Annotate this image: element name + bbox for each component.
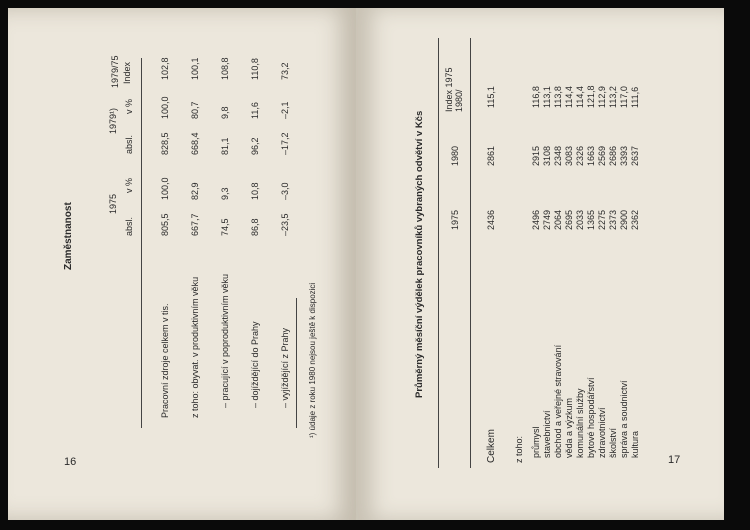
row-label: kultura bbox=[630, 430, 640, 458]
row-value: 2496 bbox=[531, 209, 541, 230]
footnote-divider bbox=[296, 298, 297, 428]
row-value: 828,5 bbox=[160, 132, 170, 155]
row-value: 2749 bbox=[542, 209, 552, 230]
row-value: 9,3 bbox=[220, 187, 230, 200]
row-value: 121,8 bbox=[586, 85, 596, 108]
row-value: 2695 bbox=[564, 209, 574, 230]
row-value: 111,6 bbox=[630, 86, 640, 108]
row-value: 9,8 bbox=[220, 106, 230, 119]
header-1980: 1980 bbox=[450, 145, 460, 166]
header-1975: 1975 bbox=[450, 209, 460, 230]
row-value: –3,0 bbox=[280, 182, 290, 200]
row-label: průmysl bbox=[531, 426, 541, 458]
row-value: 100,0 bbox=[160, 96, 170, 119]
row-value: 86,8 bbox=[250, 218, 260, 236]
row-value: 2373 bbox=[608, 209, 618, 230]
row-value: 3083 bbox=[564, 145, 574, 166]
row-value: 2915 bbox=[531, 145, 541, 166]
row-label: správa a soudnictví bbox=[619, 380, 629, 458]
header-pct-b: v % bbox=[124, 98, 134, 114]
row-label: komunální služby bbox=[575, 388, 585, 458]
row-value: 113,8 bbox=[553, 86, 563, 108]
row-label: stavebnictví bbox=[542, 410, 552, 458]
left-page bbox=[8, 8, 358, 520]
total-1980: 2861 bbox=[486, 145, 496, 166]
row-value: 80,7 bbox=[190, 101, 200, 119]
row-value: 2275 bbox=[597, 209, 607, 230]
total-row-label: Celkem bbox=[486, 429, 497, 463]
total-index: 115,1 bbox=[486, 86, 496, 108]
row-value: 2326 bbox=[575, 145, 585, 166]
left-page-title: Zaměstnanost bbox=[63, 202, 74, 270]
header-pct-a: v % bbox=[124, 177, 134, 193]
row-value: 74,5 bbox=[220, 218, 230, 236]
row-label: – dojíždějící do Prahy bbox=[250, 321, 260, 408]
row-value: 73,2 bbox=[280, 62, 290, 80]
row-label: bytové hospodářství bbox=[586, 377, 596, 458]
row-label: – vyjíždějící z Prahy bbox=[280, 327, 290, 408]
total-1975: 2436 bbox=[486, 209, 496, 230]
footnote: ¹) údaje z roku 1980 nejsou ještě k dispozici bbox=[308, 282, 317, 438]
row-value: 114,4 bbox=[564, 86, 574, 108]
right-page-title: Průměrný měsíční výdělek pracovníků vybraných odvětví v Kčs bbox=[414, 110, 425, 398]
row-value: 96,2 bbox=[250, 137, 260, 155]
header-index: Index 1975 1980/ bbox=[444, 67, 464, 112]
row-label: – pracující v poproduktivním věku bbox=[220, 273, 230, 408]
row-label: věda a výzkum bbox=[564, 397, 574, 458]
row-value: 668,4 bbox=[190, 132, 200, 155]
row-value: –23,5 bbox=[280, 213, 290, 236]
row-label: zdravotnictví bbox=[597, 407, 607, 458]
row-value: 100,1 bbox=[190, 57, 200, 80]
row-value: –2,1 bbox=[280, 101, 290, 119]
row-label: z toho: obyvat. v produktivním věku bbox=[190, 276, 200, 418]
row-value: 2637 bbox=[630, 145, 640, 166]
row-value: 2348 bbox=[553, 145, 563, 166]
row-value: 110,8 bbox=[250, 58, 260, 80]
row-value: 2362 bbox=[630, 209, 640, 230]
row-value: 113,2 bbox=[608, 86, 618, 108]
row-value: 82,9 bbox=[190, 182, 200, 200]
header-index-label: Index bbox=[122, 61, 132, 84]
header-1975: 1975 bbox=[108, 193, 118, 214]
row-value: 113,1 bbox=[542, 86, 552, 108]
row-value: 116,8 bbox=[531, 86, 541, 108]
row-value: 3108 bbox=[542, 145, 552, 166]
row-value: 2900 bbox=[619, 209, 629, 230]
row-value: 3393 bbox=[619, 145, 629, 166]
row-value: 11,6 bbox=[250, 102, 260, 119]
row-value: 100,0 bbox=[160, 177, 170, 200]
row-value: 1365 bbox=[586, 209, 596, 230]
header-abs-a: absl. bbox=[124, 216, 134, 236]
row-value: 102,8 bbox=[160, 57, 170, 80]
page-number-right: 17 bbox=[668, 454, 681, 466]
row-value: 2064 bbox=[553, 209, 563, 230]
row-value: 2569 bbox=[597, 145, 607, 166]
row-value: 117,0 bbox=[619, 86, 629, 108]
row-value: 10,8 bbox=[250, 182, 260, 200]
header-rule bbox=[470, 38, 471, 468]
header-1979: 1979¹) bbox=[108, 107, 118, 134]
header-index-years: 1979/75 bbox=[110, 55, 120, 88]
row-label: školství bbox=[608, 427, 618, 458]
row-value: 112,9 bbox=[597, 86, 607, 108]
row-value: 2686 bbox=[608, 145, 618, 166]
row-value: 667,7 bbox=[190, 213, 200, 236]
row-value: 2033 bbox=[575, 209, 585, 230]
top-rule bbox=[438, 38, 439, 468]
row-value: 1663 bbox=[586, 145, 596, 166]
page-number-left: 16 bbox=[64, 456, 77, 468]
subheading: z toho: bbox=[514, 435, 524, 463]
row-label: obchod a veřejné stravování bbox=[553, 344, 563, 458]
right-page bbox=[356, 8, 724, 520]
header-abs-b: absl. bbox=[124, 134, 134, 154]
row-value: 108,8 bbox=[220, 57, 230, 80]
row-value: –17,2 bbox=[280, 132, 290, 155]
header-divider bbox=[141, 58, 142, 428]
row-value: 81,1 bbox=[220, 137, 230, 155]
row-value: 805,5 bbox=[160, 213, 170, 236]
row-label: Pracovní zdroje celkem v tis. bbox=[160, 303, 170, 418]
row-value: 114,4 bbox=[575, 86, 585, 108]
